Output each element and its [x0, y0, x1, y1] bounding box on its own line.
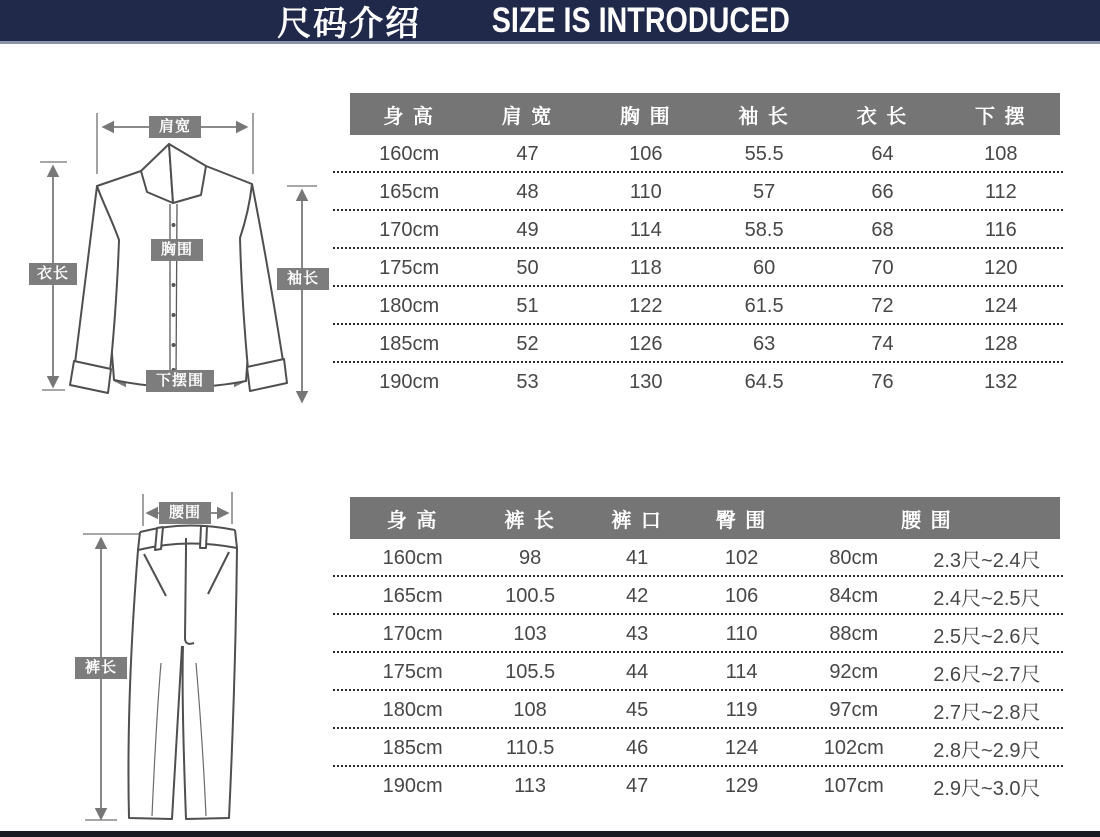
table-cell: 57 — [753, 180, 776, 203]
table-cell: 58.5 — [744, 218, 784, 241]
table-cell: 70 — [871, 256, 894, 279]
column-header: 袖 长 — [738, 105, 790, 128]
sleeve-length-label: 袖长 — [277, 268, 329, 290]
table-cell: 41 — [626, 546, 649, 569]
table-cell: 51 — [516, 294, 539, 317]
table-cell: 160cm — [379, 142, 440, 165]
shirt-outline — [70, 144, 287, 393]
column-header: 裤 口 — [611, 509, 663, 532]
table-cell: 100.5 — [505, 584, 556, 607]
table-cell: 165cm — [382, 584, 443, 607]
table-cell: 106 — [724, 584, 759, 607]
table-cell: 180cm — [382, 698, 443, 721]
table-cell: 102cm — [823, 736, 884, 759]
column-header: 身 高 — [383, 105, 435, 128]
table-cell: 190cm — [379, 370, 440, 393]
table-cell: 175cm — [382, 660, 443, 683]
table-row — [350, 135, 1060, 173]
page-title-chinese: 尺码介绍 — [277, 5, 422, 43]
table-cell: 2.4尺~2.5尺 — [933, 587, 1041, 610]
table-row — [350, 249, 1060, 287]
table-row — [350, 577, 1060, 615]
table-cell: 2.8尺~2.9尺 — [933, 739, 1041, 762]
table-cell: 2.9尺~3.0尺 — [933, 777, 1041, 800]
table-cell: 110 — [725, 622, 758, 645]
table-cell: 170cm — [379, 218, 440, 241]
pants-measurement-diagram — [55, 488, 345, 830]
table-cell: 108 — [984, 142, 1018, 165]
table-cell: 110 — [629, 180, 662, 203]
table-cell: 2.5尺~2.6尺 — [933, 625, 1041, 648]
waist-label: 腰围 — [159, 502, 211, 524]
table-cell: 2.7尺~2.8尺 — [933, 701, 1041, 724]
title-bar — [0, 0, 1100, 44]
table-cell: 48 — [516, 180, 539, 203]
table-cell: 170cm — [382, 622, 443, 645]
table-cell: 122 — [629, 294, 663, 317]
table-cell: 44 — [626, 660, 649, 683]
table-row — [350, 211, 1060, 249]
shirt-table-body — [350, 135, 1060, 401]
hem-label: 下摆围 — [146, 370, 214, 392]
column-header: 胸 围 — [620, 105, 672, 128]
table-cell: 160cm — [382, 546, 443, 569]
table-cell: 175cm — [379, 256, 440, 279]
table-cell: 53 — [516, 370, 539, 393]
table-cell: 132 — [984, 370, 1018, 393]
table-cell: 103 — [513, 622, 547, 645]
table-cell: 66 — [871, 180, 894, 203]
table-cell: 128 — [984, 332, 1018, 355]
table-row — [350, 767, 1060, 805]
table-cell: 49 — [516, 218, 539, 241]
column-header: 臀 围 — [715, 509, 768, 532]
garment-length-label: 衣长 — [29, 263, 77, 285]
pants-table-body — [350, 539, 1060, 805]
table-cell: 2.6尺~2.7尺 — [933, 663, 1041, 686]
table-cell: 42 — [626, 584, 649, 607]
table-cell: 114 — [725, 660, 758, 683]
table-cell: 108 — [513, 698, 547, 721]
table-cell: 52 — [516, 332, 539, 355]
table-cell: 72 — [871, 294, 894, 317]
table-cell: 63 — [753, 332, 776, 355]
column-header: 肩 宽 — [501, 105, 554, 128]
table-cell: 116 — [984, 218, 1017, 241]
shirt-size-table — [350, 93, 1060, 401]
column-header: 下 摆 — [975, 105, 1027, 128]
table-cell: 185cm — [379, 332, 440, 355]
pants-table-header — [350, 497, 1060, 539]
table-cell: 105.5 — [505, 660, 556, 683]
table-cell: 60 — [753, 256, 776, 279]
shoulder-width-label: 肩宽 — [149, 116, 201, 138]
shirt-table-header — [350, 93, 1060, 135]
column-header: 裤 长 — [504, 509, 556, 532]
table-cell: 126 — [629, 332, 663, 355]
table-cell: 113 — [514, 774, 547, 797]
table-cell: 118 — [629, 256, 662, 279]
table-cell: 129 — [724, 774, 759, 797]
table-cell: 43 — [626, 622, 649, 645]
table-row — [350, 615, 1060, 653]
table-cell: 61.5 — [744, 294, 784, 317]
table-cell: 88cm — [829, 622, 879, 645]
column-header: 腰 围 — [901, 509, 953, 532]
table-cell: 98 — [518, 546, 542, 569]
table-cell: 74 — [871, 332, 894, 355]
page-title-english: SIZE IS INTRODUCED — [491, 0, 791, 40]
table-cell: 46 — [626, 736, 649, 759]
table-cell: 190cm — [382, 774, 443, 797]
table-cell: 45 — [626, 698, 649, 721]
table-cell: 102 — [724, 546, 759, 569]
table-row — [350, 539, 1060, 577]
table-cell: 112 — [984, 180, 1017, 203]
table-row — [350, 691, 1060, 729]
table-row — [350, 363, 1060, 401]
table-row — [350, 325, 1060, 363]
table-cell: 97cm — [829, 698, 879, 721]
table-cell: 76 — [871, 370, 894, 393]
table-cell: 119 — [725, 698, 758, 721]
table-cell: 130 — [629, 370, 663, 393]
table-cell: 55.5 — [744, 142, 784, 165]
table-cell: 47 — [626, 774, 649, 797]
pants-size-table — [350, 497, 1060, 805]
table-row — [350, 653, 1060, 691]
table-cell: 2.3尺~2.4尺 — [933, 549, 1041, 572]
table-cell: 84cm — [829, 584, 879, 607]
table-cell: 124 — [984, 294, 1018, 317]
table-cell: 165cm — [379, 180, 440, 203]
bottom-divider-bar — [0, 831, 1100, 837]
table-cell: 64 — [871, 142, 894, 165]
column-header: 衣 长 — [856, 105, 909, 128]
pants-length-label: 裤长 — [75, 657, 127, 679]
table-cell: 64.5 — [744, 370, 784, 393]
table-cell: 185cm — [382, 736, 443, 759]
table-cell: 180cm — [379, 294, 440, 317]
table-cell: 80cm — [829, 546, 879, 569]
table-cell: 114 — [629, 218, 662, 241]
chest-label: 胸围 — [151, 239, 203, 261]
column-header: 身 高 — [386, 509, 439, 532]
table-cell: 124 — [724, 736, 759, 759]
table-cell: 92cm — [829, 660, 879, 683]
table-row — [350, 729, 1060, 767]
table-cell: 120 — [984, 256, 1018, 279]
table-cell: 106 — [629, 142, 663, 165]
pants-outline — [128, 525, 237, 819]
table-row — [350, 287, 1060, 325]
table-cell: 110.5 — [505, 736, 555, 759]
table-cell: 68 — [871, 218, 894, 241]
table-cell: 107cm — [823, 774, 884, 797]
table-cell: 50 — [516, 256, 539, 279]
table-cell: 47 — [516, 142, 539, 165]
shirt-measurement-diagram — [20, 70, 340, 430]
table-row — [350, 173, 1060, 211]
